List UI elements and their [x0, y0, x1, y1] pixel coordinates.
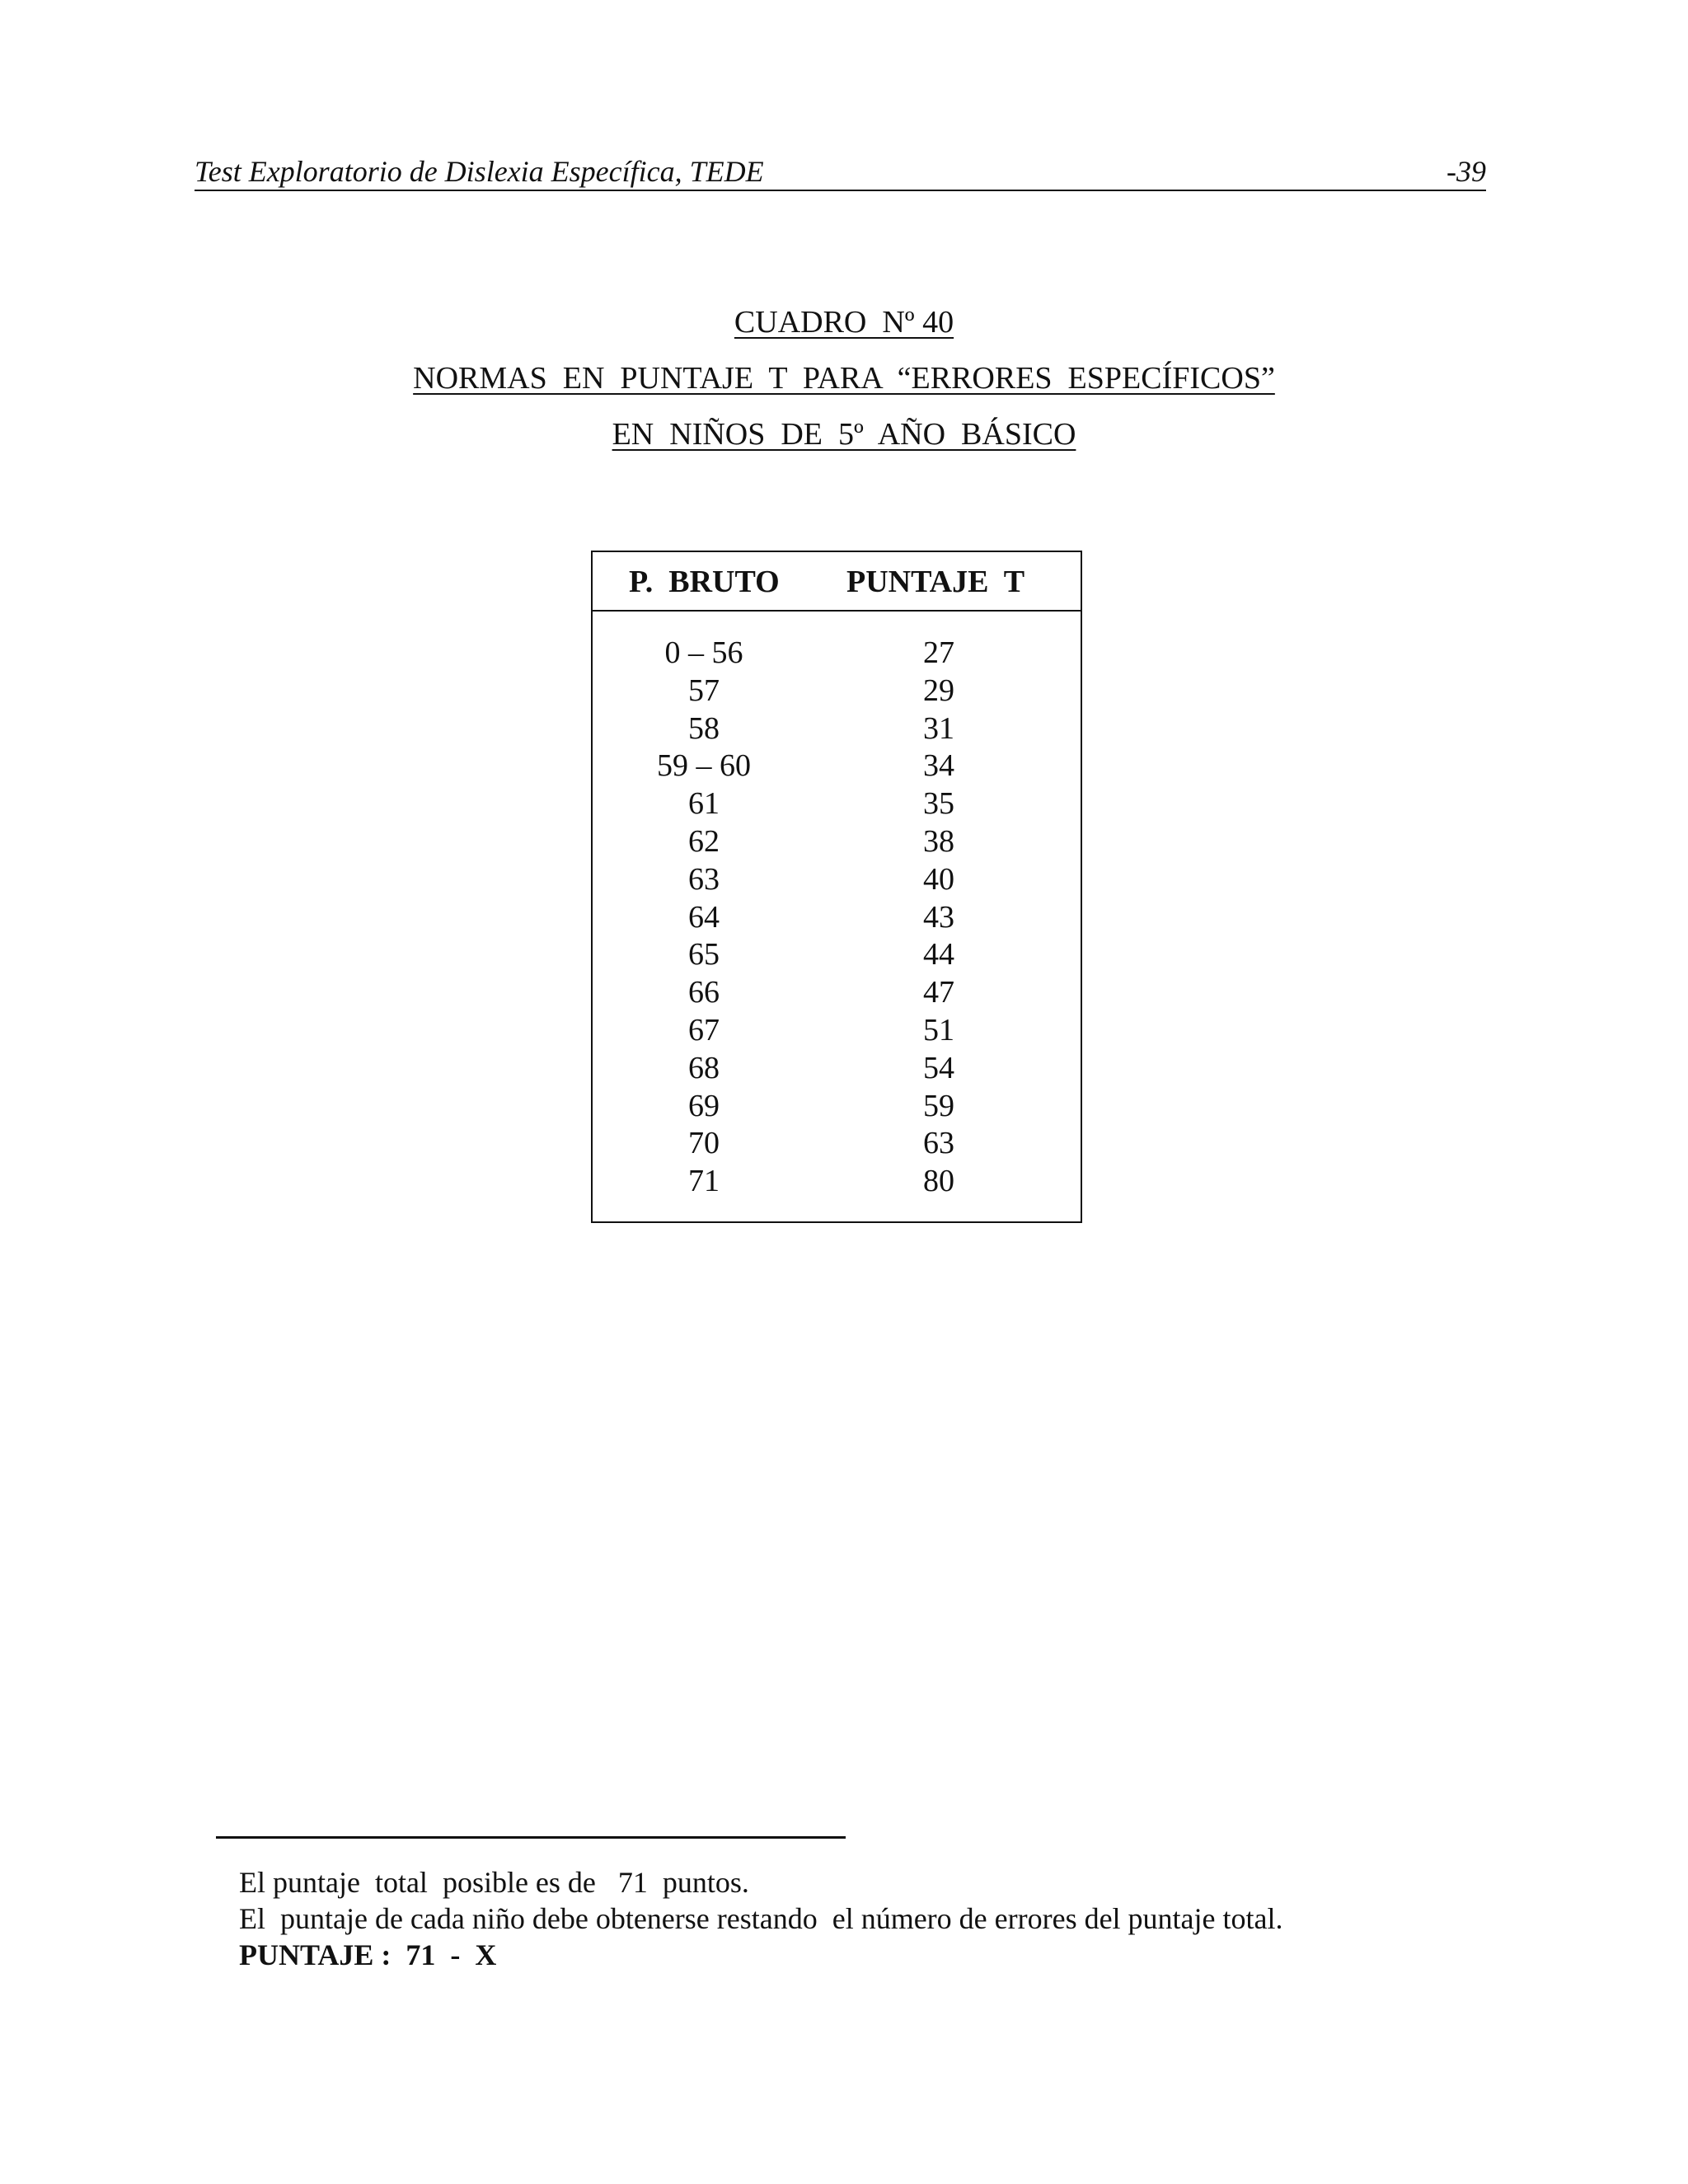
table-row — [593, 861, 1081, 899]
page-number: -39 — [1447, 155, 1486, 188]
running-header-title: Test Exploratorio de Dislexia Específica, TEDE — [195, 155, 764, 188]
table-caption-subtitle — [0, 415, 1688, 453]
raw-score-cell: 63 — [688, 861, 720, 897]
raw-score-cell: 71 — [688, 1164, 720, 1199]
caption-line-2: NORMAS EN PUNTAJE T PARA “ERRORES ESPECÍFICOS” — [413, 361, 1275, 396]
raw-score-cell: 65 — [688, 937, 720, 972]
table-row — [593, 974, 1081, 1012]
raw-score-cell: 62 — [688, 823, 720, 859]
t-score-cell: 80 — [923, 1164, 954, 1199]
table-caption-title — [0, 359, 1688, 397]
table-row — [593, 936, 1081, 974]
t-score-cell: 34 — [923, 748, 954, 784]
table-row — [593, 1012, 1081, 1050]
raw-score-cell: 69 — [688, 1088, 720, 1123]
table-header-row — [593, 552, 1081, 612]
raw-score-cell: 64 — [688, 899, 720, 935]
t-score-cell: 51 — [923, 1012, 954, 1047]
t-score-cell: 63 — [923, 1126, 954, 1161]
raw-score-cell: 0 – 56 — [664, 635, 743, 670]
table-body — [593, 635, 1081, 1201]
raw-score-cell: 58 — [688, 710, 720, 746]
t-score-cell: 44 — [923, 937, 954, 972]
table-row — [593, 1163, 1081, 1201]
column-header-raw-score: P. BRUTO — [629, 565, 780, 599]
table-row — [593, 823, 1081, 861]
raw-score-cell: 59 – 60 — [657, 748, 751, 784]
t-score-cell: 38 — [923, 823, 954, 859]
t-score-cell: 59 — [923, 1088, 954, 1123]
norms-table — [591, 551, 1082, 1223]
t-score-cell: 43 — [923, 899, 954, 935]
raw-score-cell: 67 — [688, 1012, 720, 1047]
caption-line-1: CUADRO Nº 40 — [734, 305, 954, 340]
table-row — [593, 1088, 1081, 1126]
running-header — [195, 153, 1486, 191]
raw-score-cell: 57 — [688, 673, 720, 708]
table-row — [593, 1050, 1081, 1088]
footnote-formula: PUNTAJE : 71 - X — [239, 1938, 497, 1971]
column-header-t-score: PUNTAJE T — [846, 565, 1025, 599]
raw-score-cell: 66 — [688, 975, 720, 1010]
footnote-divider — [216, 1836, 846, 1839]
table-row — [593, 785, 1081, 823]
table-row — [593, 748, 1081, 785]
t-score-cell: 27 — [923, 635, 954, 670]
t-score-cell: 31 — [923, 710, 954, 746]
table-caption-number — [0, 303, 1688, 341]
table-row — [593, 635, 1081, 673]
table-row — [593, 710, 1081, 748]
t-score-cell: 35 — [923, 786, 954, 822]
table-row — [593, 673, 1081, 710]
caption-line-3: EN NIÑOS DE 5º AÑO BÁSICO — [612, 417, 1076, 452]
footnote-instructions: El puntaje de cada niño debe obtenerse restando el número de errores del puntaje total. — [239, 1902, 1283, 1935]
footnote-total-score: El puntaje total posible es de 71 puntos. — [239, 1866, 749, 1899]
t-score-cell: 54 — [923, 1050, 954, 1085]
table-row — [593, 899, 1081, 937]
t-score-cell: 29 — [923, 673, 954, 708]
t-score-cell: 47 — [923, 975, 954, 1010]
t-score-cell: 40 — [923, 861, 954, 897]
table-row — [593, 1125, 1081, 1163]
raw-score-cell: 68 — [688, 1050, 720, 1085]
raw-score-cell: 70 — [688, 1126, 720, 1161]
raw-score-cell: 61 — [688, 786, 720, 822]
